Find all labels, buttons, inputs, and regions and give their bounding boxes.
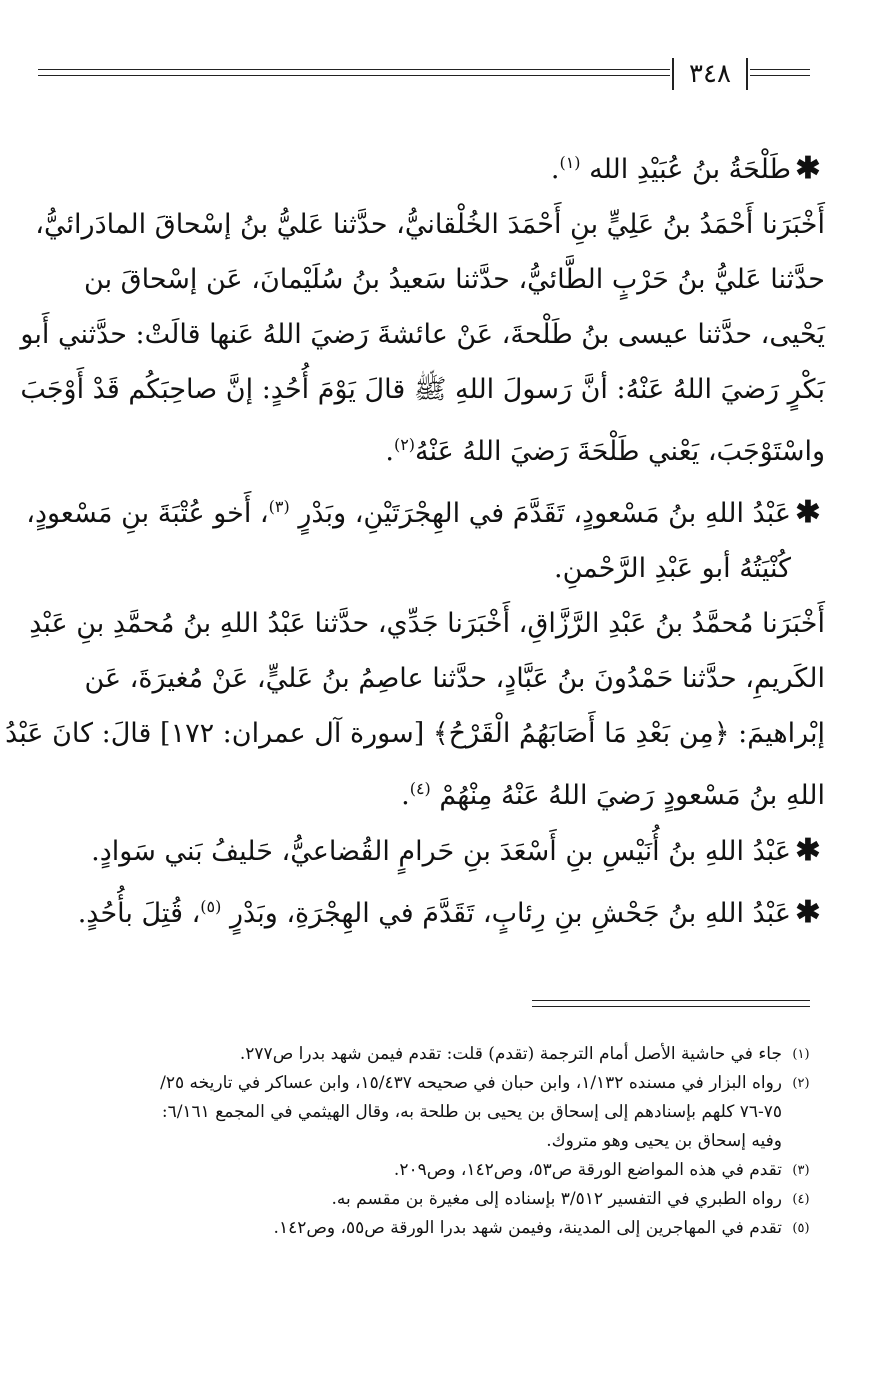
text-line: حدَّثنا عَليُّ بنُ حَرْبٍ الطَّائيُّ، حدَّثنا سَعيدُ بنُ سُلَيْمانَ، عَن إسْحاقَ بن (84, 264, 825, 295)
footnote-marker: (٤) (409, 779, 431, 798)
header-bar (746, 58, 748, 90)
footnote-number: (٤) (792, 1192, 810, 1207)
main-text (5, 135, 825, 941)
text-span: عَبْدُ اللهِ بنُ مَسْعودٍ، تَقَدَّمَ في الهِجْرَتَيْنِ، وبَدْرٍ (298, 498, 791, 529)
header-rule-left (38, 69, 670, 76)
text-span: اللهِ بنُ مَسْعودٍ رَضيَ اللهُ عَنْهُ مِنْهُمْ (439, 780, 825, 811)
footnote-text: وفيه إسحاق بن يحيى وهو متروك. (546, 1131, 782, 1151)
text-line: كُنْيَتُهُ أبو عَبْدِ الرَّحْمنِ. (554, 553, 791, 584)
entry-heading (35, 823, 825, 879)
entry-heading: ✱طَلْحَةُ بنُ عُبَيْدِ الله $^{(١)}$. (35, 135, 825, 197)
footnote-text: رواه البزار في مسنده ١/١٣٢، وابن حبان في صحيحه ١٥/٤٣٧، وابن عساكر في تاريخه ٢٥/ (160, 1073, 782, 1093)
text-span: عَبْدُ اللهِ بنُ جَحْشِ بنِ رِئابٍ، تَقَدَّمَ في الهِجْرَةِ، وبَدْرٍ (229, 898, 791, 929)
footnote-marker: (١) (559, 153, 581, 172)
text-span: . (385, 436, 394, 467)
footnote (40, 1214, 820, 1243)
text-line: إبْراهيمَ: ﴿مِن بَعْدِ مَا أَصَابَهُمُ الْقَرْحُ﴾ [سورة آل عمران: ١٧٢] قالَ: كانَ عَبْدُ (5, 718, 825, 749)
asterisk-icon: ✱ (795, 895, 821, 930)
text-line (35, 761, 825, 823)
entry-name: طَلْحَةُ بنُ عُبَيْدِ الله (589, 154, 791, 185)
footnote-marker: (٣) (268, 497, 290, 516)
footnote-text: تقدم في هذه المواضع الورقة ص٥٣، وص١٤٢، وص٢٠٩. (393, 1160, 782, 1180)
footnote-number: (١) (792, 1047, 810, 1062)
footnote-text: تقدم في المهاجرين إلى المدينة، وفيمن شهد بدرا الورقة ص٥٥، وص١٤٢. (273, 1218, 782, 1238)
footnote-text: رواه الطبري في التفسير ٣/٥١٢ بإسناده إلى مغيرة بن مقسم به. (331, 1189, 782, 1209)
entry-heading (35, 879, 825, 941)
text-span: واسْتَوْجَبَ، يَعْني طَلْحَةَ رَضيَ اللهُ عَنْهُ (415, 436, 825, 467)
footnote-text: جاء في حاشية الأصل أمام الترجمة (تقدم) قلت: تقدم فيمن شهد بدرا ص٢٧٧. (239, 1044, 782, 1064)
page-header (38, 58, 810, 98)
text-line: أَخْبَرَنا مُحمَّدُ بنُ عَبْدِ الرَّزَّاقِ، أَخْبَرَنا جَدِّي، حدَّثنا عَبْدُ اللهِ بنُ مُحمَّدِ بنِ عَبْدِ (29, 608, 825, 639)
entry-heading (26, 479, 825, 541)
footnote-marker: (٢) (393, 435, 416, 454)
text-span: . (401, 780, 410, 811)
text-line: الكَريمِ، حدَّثنا حَمْدُونَ بنُ عَبَّادٍ، حدَّثنا عاصِمُ بنُ عَليٍّ، عَنْ مُغيرَةَ، عَن (84, 663, 825, 694)
text-span: ، قُتِلَ بأُحُدٍ. (77, 898, 201, 929)
header-rule-right (750, 69, 810, 76)
footnote (40, 1185, 820, 1214)
footnote-number: (٣) (792, 1163, 810, 1178)
footnotes (40, 1040, 820, 1243)
footnote (40, 1040, 820, 1069)
footnote-marker: (٥) (200, 897, 222, 916)
text-line: بَكْرٍ رَضيَ اللهُ عَنْهُ: أنَّ رَسولَ اللهِ ﷺ قالَ يَوْمَ أُحُدٍ: إنَّ صاحِبَكُم قَدْ أَوْجَبَ (20, 374, 825, 405)
text-span: ، أَخو عُتْبَةَ بنِ مَسْعودٍ، (26, 498, 269, 529)
footnote-text: ٧٥-٧٦ كلهم بإسنادهم إلى إسحاق بن يحيى بن طلحة به، وقال الهيثمي في المجمع ٦/١٦١: (161, 1102, 782, 1122)
footnote-separator (532, 1000, 810, 1007)
footnote (40, 1069, 820, 1098)
text-line: يَحْيى، حدَّثنا عيسى بنُ طَلْحةَ، عَنْ عائشةَ رَضيَ اللهُ عَنها قالَتْ: حدَّثني أَبو (20, 319, 825, 350)
footnote-number: (٢) (792, 1076, 810, 1091)
footnote-number: (٥) (792, 1221, 810, 1236)
asterisk-icon: ✱ (795, 833, 821, 868)
text-line: أَخْبَرَنا أَحْمَدُ بنُ عَلِيٍّ بنِ أَحْمَدَ الخُلْقانيُّ، حدَّثنا عَليُّ بنُ إسْحاقَ المادَرائيُّ، (35, 209, 825, 240)
asterisk-icon: ✱ (795, 495, 821, 530)
asterisk-icon: ✱ (795, 151, 821, 186)
text-span: عَبْدُ اللهِ بنُ أُنَيْسِ بنِ أَسْعَدَ بنِ حَرامٍ القُضاعيُّ، حَليفُ بَني سَوادٍ. (91, 836, 791, 867)
footnote (40, 1156, 820, 1185)
page-number: ٣٤٨ (689, 59, 731, 89)
text-line (35, 417, 825, 479)
